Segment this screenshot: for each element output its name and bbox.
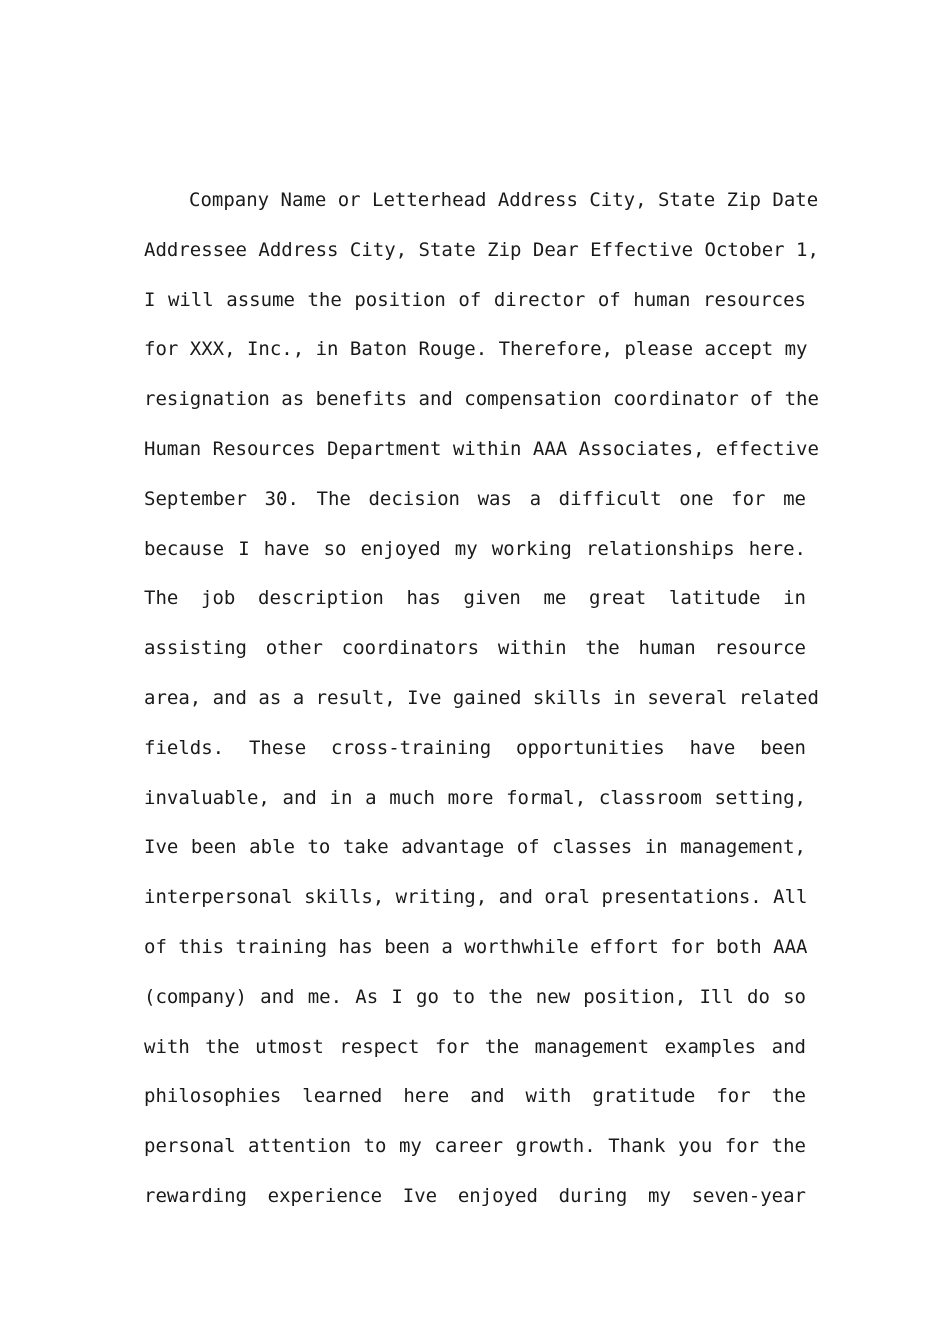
text-line: interpersonal skills, writing, and oral presentations. All — [144, 886, 808, 909]
text-line: rewarding experience Ive enjoyed during my seven-year — [144, 1184, 806, 1207]
text-line: (company) and me. As I go to the new position, Ill do so — [144, 985, 806, 1008]
text-line: September 30. The decision was a difficult one for me — [144, 487, 806, 510]
text-line: fields. These cross-training opportunities have been — [144, 736, 806, 759]
text-line: assisting other coordinators within the human resource — [144, 637, 806, 660]
text-line: area, and as a result, Ive gained skills in several related — [144, 686, 819, 709]
letter-body — [144, 176, 819, 1222]
text-line: with the utmost respect for the management examples and — [144, 1035, 806, 1058]
text-line: Addressee Address City, State Zip Dear Effective October 1, — [144, 238, 819, 261]
text-line: for XXX, Inc., in Baton Rouge. Therefore, please accept my — [144, 338, 808, 361]
text-line: personal attention to my career growth. Thank you for the — [144, 1135, 806, 1158]
text-line: Company Name or Letterhead Address City, State Zip Date — [189, 189, 819, 211]
text-line: Ive been able to take advantage of classes in management, — [144, 836, 806, 859]
text-line: I will assume the position of director of human resources — [144, 288, 806, 311]
text-line: resignation as benefits and compensation coordinator of the — [144, 388, 819, 411]
text-line: because I have so enjoyed my working relationships here. — [144, 537, 806, 560]
text-line: philosophies learned here and with gratitude for the — [144, 1085, 806, 1108]
text-line: of this training has been a worthwhile effort for both AAA — [144, 935, 808, 958]
text-line: invaluable, and in a much more formal, classroom setting, — [144, 786, 806, 809]
text-line: Human Resources Department within AAA Associates, effective — [144, 437, 819, 460]
text-line: The job description has given me great latitude in — [144, 587, 806, 610]
